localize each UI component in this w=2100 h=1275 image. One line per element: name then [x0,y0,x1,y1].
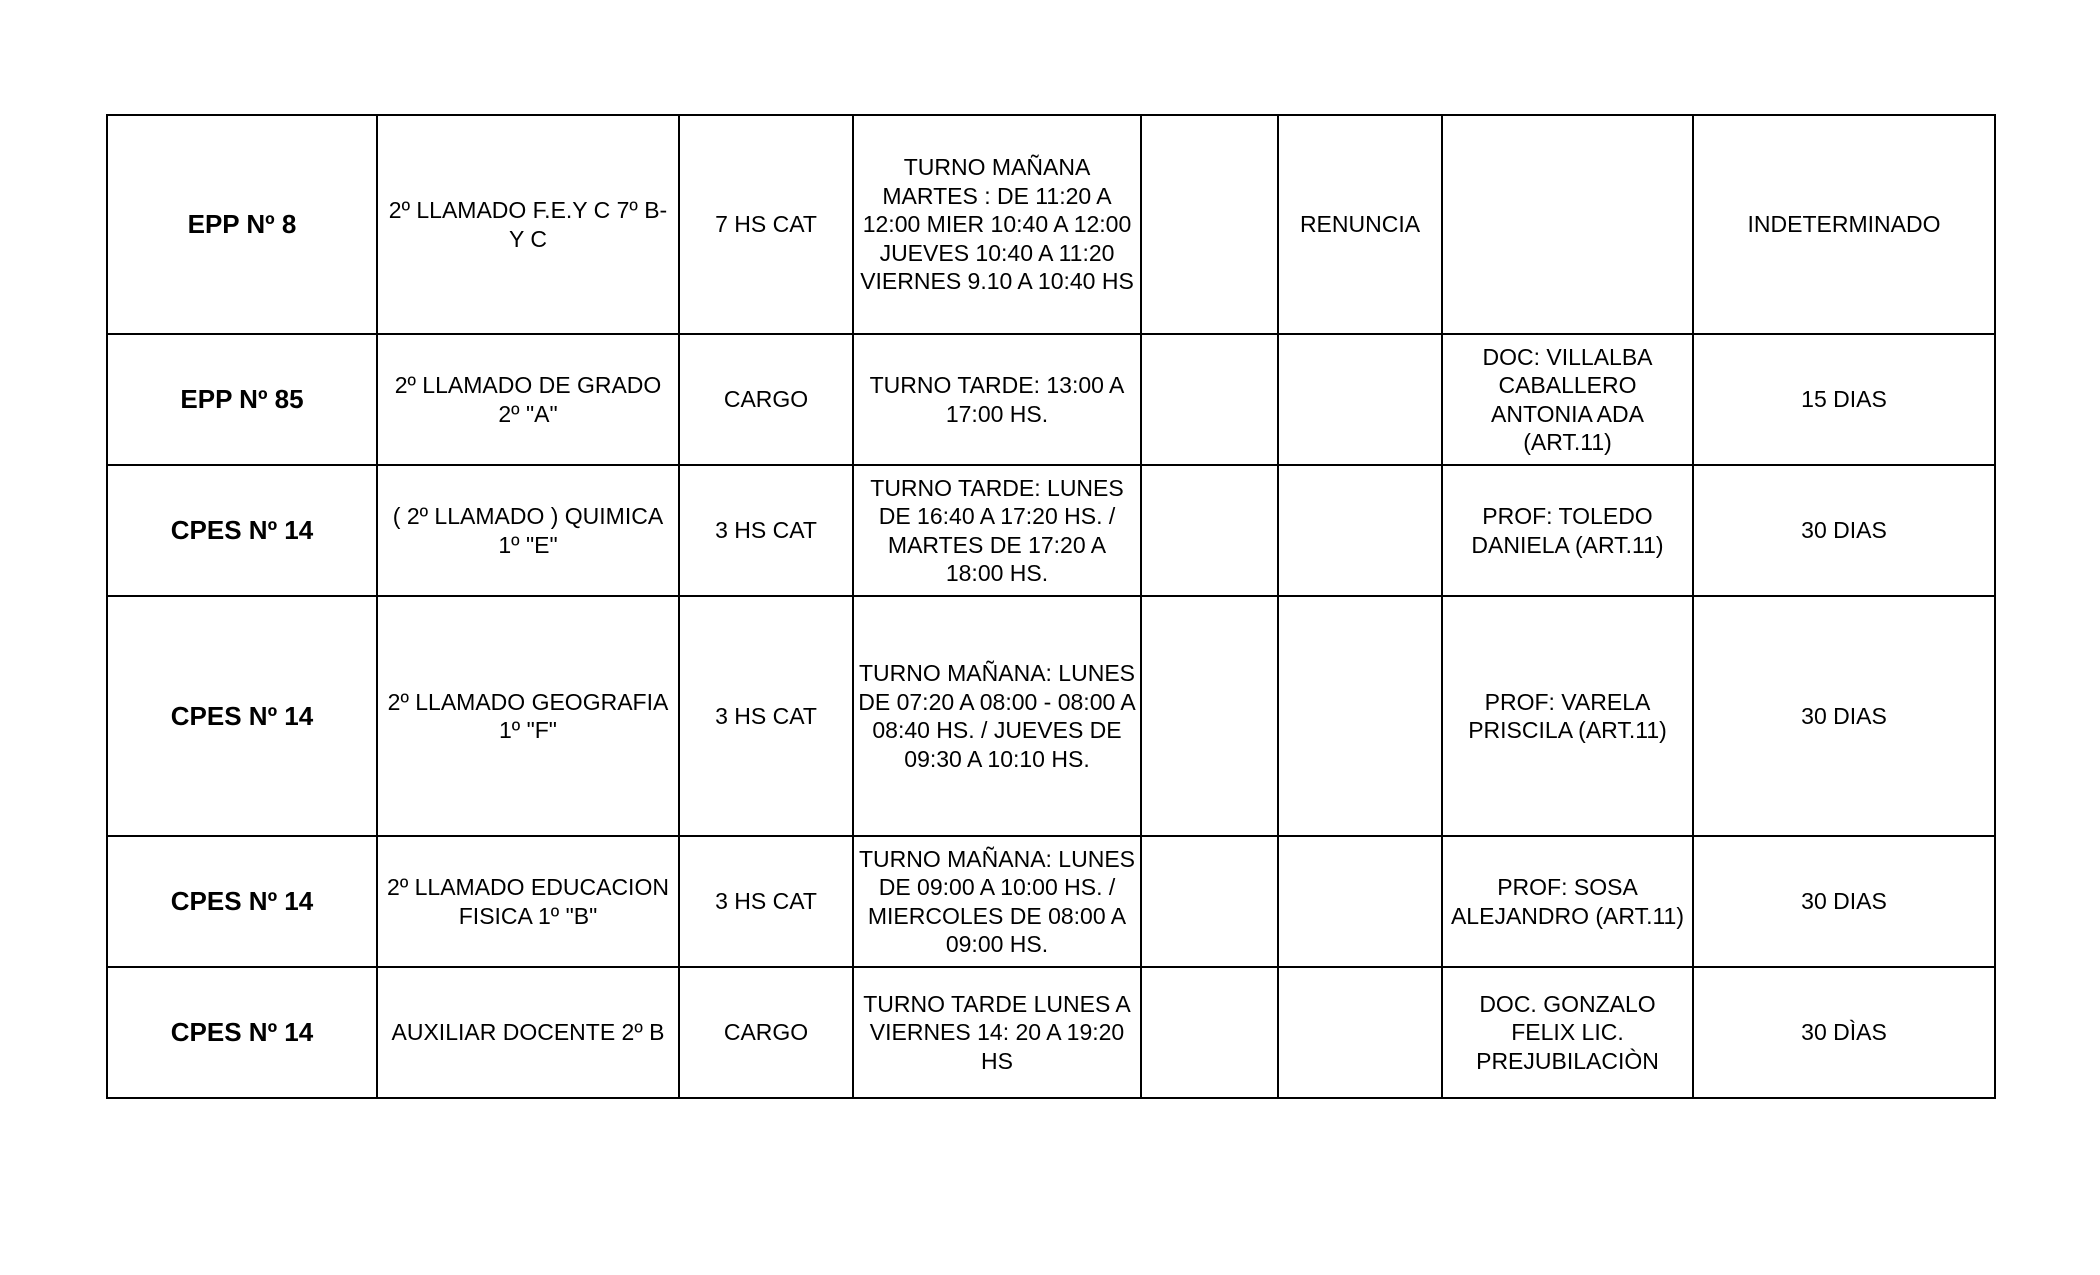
duracion-cell: 30 DIAS [1693,596,1995,836]
motivo-cell [1278,334,1442,465]
table-row [107,115,1995,334]
duracion-cell: 30 DIAS [1693,465,1995,596]
horario-cell: TURNO MAÑANA MARTES : DE 11:20 A 12:00 MIER 10:40 A 12:00 JUEVES 10:40 A 11:20 VIERNES 9.10 A 10:40 HS [853,115,1141,334]
empty-cell [1141,115,1278,334]
school-cell: CPES Nº 14 [107,836,377,967]
llamado-cell: AUXILIAR DOCENTE 2º B [377,967,679,1098]
docente-cell: DOC. GONZALO FELIX LIC. PREJUBILACIÒN [1442,967,1693,1098]
table-row [107,836,1995,967]
vacancy-table [106,114,1996,1099]
school-cell: CPES Nº 14 [107,967,377,1098]
motivo-cell [1278,836,1442,967]
docente-cell: PROF: TOLEDO DANIELA (ART.11) [1442,465,1693,596]
school-cell: CPES Nº 14 [107,596,377,836]
carga-cell: CARGO [679,967,853,1098]
carga-cell: 7 HS CAT [679,115,853,334]
school-cell: EPP Nº 8 [107,115,377,334]
llamado-cell: ( 2º LLAMADO ) QUIMICA 1º "E" [377,465,679,596]
docente-cell: PROF: SOSA ALEJANDRO (ART.11) [1442,836,1693,967]
llamado-cell: 2º LLAMADO GEOGRAFIA 1º "F" [377,596,679,836]
table-row [107,967,1995,1098]
llamado-cell: 2º LLAMADO F.E.Y C 7º B- Y C [377,115,679,334]
empty-cell [1141,334,1278,465]
table-row [107,596,1995,836]
carga-cell: 3 HS CAT [679,596,853,836]
empty-cell [1141,465,1278,596]
carga-cell: CARGO [679,334,853,465]
motivo-cell [1278,967,1442,1098]
motivo-cell: RENUNCIA [1278,115,1442,334]
motivo-cell [1278,596,1442,836]
horario-cell: TURNO TARDE: LUNES DE 16:40 A 17:20 HS. / MARTES DE 17:20 A 18:00 HS. [853,465,1141,596]
empty-cell [1141,836,1278,967]
docente-cell: PROF: VARELA PRISCILA (ART.11) [1442,596,1693,836]
duracion-cell: 30 DÌAS [1693,967,1995,1098]
carga-cell: 3 HS CAT [679,836,853,967]
empty-cell [1141,967,1278,1098]
horario-cell: TURNO MAÑANA: LUNES DE 07:20 A 08:00 - 08:00 A 08:40 HS. / JUEVES DE 09:30 A 10:10 HS. [853,596,1141,836]
school-cell: CPES Nº 14 [107,465,377,596]
llamado-cell: 2º LLAMADO DE GRADO 2º "A" [377,334,679,465]
duracion-cell: INDETERMINADO [1693,115,1995,334]
motivo-cell [1278,465,1442,596]
carga-cell: 3 HS CAT [679,465,853,596]
docente-cell: DOC: VILLALBA CABALLERO ANTONIA ADA (ART.11) [1442,334,1693,465]
horario-cell: TURNO TARDE LUNES A VIERNES 14: 20 A 19:20 HS [853,967,1141,1098]
empty-cell [1141,596,1278,836]
horario-cell: TURNO TARDE: 13:00 A 17:00 HS. [853,334,1141,465]
school-cell: EPP Nº 85 [107,334,377,465]
horario-cell: TURNO MAÑANA: LUNES DE 09:00 A 10:00 HS. / MIERCOLES DE 08:00 A 09:00 HS. [853,836,1141,967]
duracion-cell: 15 DIAS [1693,334,1995,465]
table-row [107,465,1995,596]
docente-cell [1442,115,1693,334]
table-row [107,334,1995,465]
duracion-cell: 30 DIAS [1693,836,1995,967]
llamado-cell: 2º LLAMADO EDUCACION FISICA 1º "B" [377,836,679,967]
